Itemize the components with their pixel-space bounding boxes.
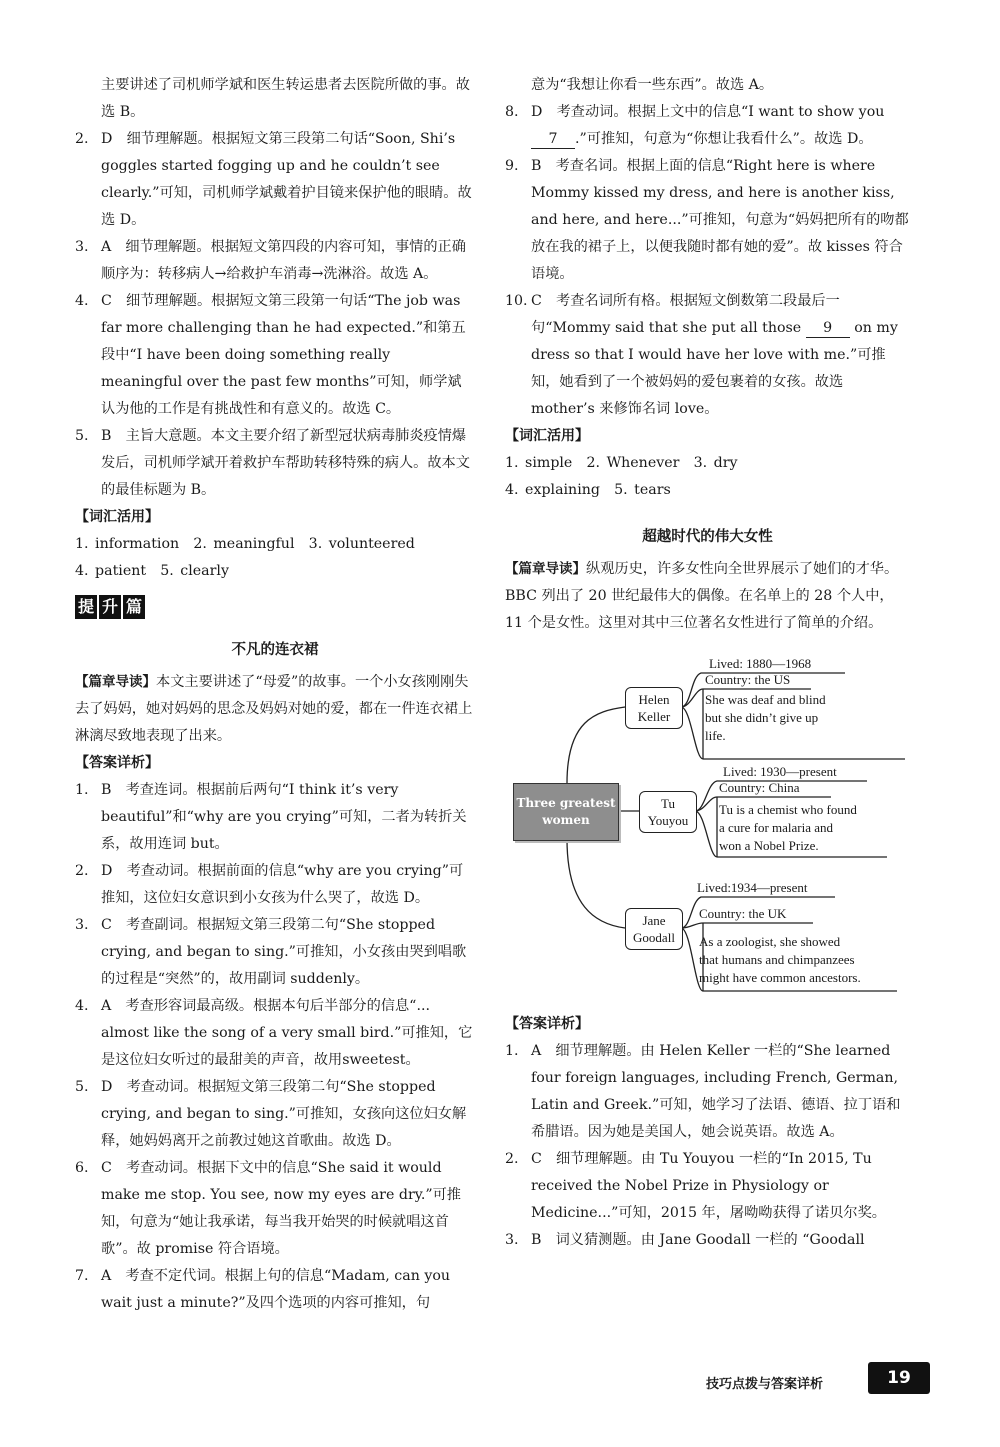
- answer-list-1: [75, 126, 475, 504]
- woman-name-tu: Tu Youyou: [639, 791, 697, 833]
- chapter-intro: [505, 556, 910, 637]
- answer-number: 3.: [75, 239, 89, 255]
- answer-text: B 考查连词。根据前后两句“I think it’s very beautiful”和“why are you crying”可知，二者为转折关系，故用连词 but。: [101, 782, 467, 852]
- answer-number: 3.: [505, 1232, 519, 1248]
- vocab-heading: 【词汇活用】: [75, 509, 159, 525]
- bracket-line: [681, 923, 813, 928]
- answer-text: B 主旨大意题。本文主要介绍了新型冠状病毒肺炎疫情爆发后，司机师学斌开着救护车帮助转移特殊的病人。故本文的最佳标题为 B。: [101, 428, 470, 498]
- description-line: a cure for malaria and: [719, 820, 834, 835]
- answer-text: D 考查动词。根据前面的信息“why are you crying”可推知，这位妇女意识到小女孩为什么哭了，故选 D。: [101, 863, 464, 906]
- answer-text-part: on my dress so that I would have her love with me.”可推知，她看到了一个被妈妈的爱包裹着的女孩。故选 mother’s 来修饰名词 love。: [531, 320, 898, 417]
- answer-item: [75, 1263, 475, 1317]
- branch-line: [567, 839, 625, 928]
- page-number: 19: [868, 1362, 930, 1394]
- intro-text: 本文主要讲述了“母爱”的故事。一个小女孩刚刚失去了妈妈，她对妈妈的思念及妈妈对她的爱，都在一件连衣裙上淋漓尽致地表现了出来。: [75, 674, 473, 744]
- footer-section-label: 技巧点拨与答案详析: [706, 1377, 824, 1392]
- answer-item: [75, 1155, 475, 1263]
- answer-item: [505, 1146, 910, 1227]
- answer-number: 7.: [75, 1268, 89, 1284]
- story-title: 超越时代的伟大女性: [642, 529, 773, 545]
- description-line: that humans and chimpanzees: [699, 952, 855, 967]
- answer-item: [75, 993, 475, 1074]
- answer-number: 2.: [75, 863, 89, 879]
- banner-char: 提: [75, 595, 97, 619]
- answer-text: B 考查名词。根据上面的信息“Right here is where Mommy kissed my dress, and here is another kiss, and here, and here...”可推知，句意为“妈妈把所有的吻都放在我的裙子上，以便我随时都有她的爱”。故 kisses 符合语境。: [531, 158, 909, 282]
- answer-item: [505, 288, 910, 423]
- description-line: As a zoologist, she showed: [699, 934, 841, 949]
- answer-number: 1.: [75, 782, 89, 798]
- intro-label: 【篇章导读】: [505, 561, 586, 577]
- answer-text: C 考查动词。根据下文中的信息“She said it would make me stop. You see, now my eyes are dry.”可推知，句意为“她让我承诺，每当我开始哭的时候就唱这首歌”。故 promise 符合语境。: [101, 1160, 461, 1257]
- continued-answer-text: 主要讲述了司机师学斌和医生转运患者去医院所做的事。故选 B。: [101, 77, 470, 120]
- answer-number: 5.: [75, 1079, 89, 1095]
- answer-number: 3.: [75, 917, 89, 933]
- vocab-answers-line: 1. simple 2. Whenever 3. dry: [505, 455, 738, 471]
- answer-list-2: [75, 777, 475, 1317]
- branch-line: [567, 707, 625, 783]
- answer-number: 8.: [505, 104, 519, 120]
- answer-item: [75, 858, 475, 912]
- country: Country: China: [719, 780, 800, 795]
- answer-text: C 细节理解题。根据短文第三段第一句话“The job was far more challenging than he had expected.”和第五段中“I have been doing something really meaningful over the past few months”可知，师学斌认为他的工作是有挑战性和有意义的。故选 C。: [101, 293, 466, 417]
- vocab-answers-line: 1. information 2. meaningful 3. volunteered: [75, 536, 415, 552]
- answer-item: [75, 777, 475, 858]
- answer-item: [75, 912, 475, 993]
- vocab-answers-line: 4. patient 5. clearly: [75, 563, 229, 579]
- lived-years: Lived: 1880—1968: [709, 656, 812, 671]
- description-line: Tu is a chemist who found: [719, 802, 857, 817]
- mind-map: [505, 641, 910, 1011]
- answer-item: [75, 288, 475, 423]
- level-banner: [75, 595, 147, 619]
- blank-number: 9: [806, 319, 850, 338]
- answer-item: [505, 1227, 910, 1254]
- blank-number: 7: [531, 130, 575, 149]
- intro-text: 纵观历史，许多女性向全世界展示了她们的才华。BBC 列出了 20 世纪最伟大的偶像。在名单上的 28 个人中，11 个是女性。这里对其中三位著名女性进行了简单的介绍。: [505, 561, 899, 631]
- answer-item: [505, 153, 910, 288]
- description-line: life.: [705, 728, 726, 743]
- banner-char: 升: [99, 595, 121, 619]
- description-line: She was deaf and blind: [705, 692, 826, 707]
- answer-list-3: [505, 1038, 910, 1254]
- answer-text: A 考查不定代词。根据上句的信息“Madam, can you wait just a minute?”及四个选项的内容可推知，句: [101, 1268, 451, 1311]
- vocab-heading: 【词汇活用】: [505, 428, 589, 444]
- left-column: [75, 72, 475, 1317]
- answer-number: 6.: [75, 1160, 89, 1176]
- answer-text: A 细节理解题。由 Helen Keller 一栏的“She learned four foreign languages, including French, German, Latin and Greek.”可知，她学习了法语、德语、拉丁语和希腊语。因为她是美国人，她会说英语。故选 A。: [531, 1043, 901, 1140]
- answer-number: 1.: [505, 1043, 519, 1059]
- answer-text: A 细节理解题。根据短文第四段的内容可知，事情的正确顺序为：转移病人→给救护车消毒→洗淋浴。故选 A。: [101, 239, 466, 282]
- description: [705, 691, 826, 745]
- answer-heading: 【答案详析】: [75, 755, 159, 771]
- mind-map-center: Three greatest women: [513, 783, 619, 841]
- lived-years: Lived:1934—present: [697, 880, 808, 895]
- answer-number: 9.: [505, 158, 519, 174]
- chapter-intro: [75, 669, 475, 750]
- answer-text: B 词义猜测题。由 Jane Goodall 一栏的 “Goodall: [531, 1232, 865, 1248]
- answer-text-part: .”可推知，句意为“你想让我看什么”。故选 D。: [575, 131, 873, 147]
- woman-name-jane: Jane Goodall: [625, 908, 683, 950]
- right-column: [505, 72, 910, 1254]
- description-line: but she didn’t give up: [705, 710, 819, 725]
- description-line: might have common ancestors.: [699, 970, 861, 985]
- country: Country: the UK: [699, 906, 787, 921]
- country: Country: the US: [705, 672, 791, 687]
- answer-item: [75, 234, 475, 288]
- description: [719, 801, 857, 855]
- answer-number: 4.: [75, 998, 89, 1014]
- answer-text: [531, 288, 910, 423]
- answer-item: [505, 99, 910, 153]
- answer-text: D 考查动词。根据短文第三段第二句“She stopped crying, and began to sing.”可推知，女孩向这位妇女解释，她妈妈离开之前教过她这首歌曲。故选 D。: [101, 1079, 467, 1149]
- answer-text: D 细节理解题。根据短文第三段第二句话“Soon, Shi’s goggles started fogging up and he couldn’t see clearly.”可知，司机师学斌戴着护目镜来保护他的眼睛。故选 D。: [101, 131, 472, 228]
- answer-number: 10.: [505, 293, 528, 309]
- answer-text: C 细节理解题。由 Tu Youyou 一栏的“In 2015, Tu received the Nobel Prize in Physiology or Medicine...”可知，2015 年，屠呦呦获得了诺贝尔奖。: [531, 1151, 886, 1221]
- description: [699, 933, 861, 987]
- woman-name-helen: Helen Keller: [625, 687, 683, 729]
- banner-char: 篇: [123, 595, 145, 619]
- description-line: won a Nobel Prize.: [719, 838, 819, 853]
- answer-heading: 【答案详析】: [505, 1016, 589, 1032]
- answer-text: C 考查副词。根据短文第三段第二句“She stopped crying, and began to sing.”可推知，小女孩由哭到唱歌的过程是“突然”的，故用副词 suddenly。: [101, 917, 467, 987]
- lived-years: Lived: 1930—present: [723, 764, 837, 779]
- vocab-answers-line: 4. explaining 5. tears: [505, 482, 671, 498]
- answer-text-part: C 考查名词所有格。根据短文倒数第二段最后一句“Mommy said that she put all those: [531, 293, 840, 336]
- answer-number: 2.: [75, 131, 89, 147]
- story-title: 不凡的连衣裙: [231, 642, 319, 658]
- answer-number: 4.: [75, 293, 89, 309]
- answer-number: 5.: [75, 428, 89, 444]
- answer-item: [75, 126, 475, 234]
- answer-number: 2.: [505, 1151, 519, 1167]
- answer-item: [75, 1074, 475, 1155]
- answer-item: [75, 423, 475, 504]
- answer-item: [505, 1038, 910, 1146]
- answer-text: [531, 99, 910, 153]
- answer-text-part: D 考查动词。根据上文中的信息“I want to show you: [531, 104, 885, 120]
- continued-answer-text: 意为“我想让你看一些东西”。故选 A。: [531, 77, 774, 93]
- answer-text: A 考查形容词最高级。根据本句后半部分的信息“... almost like the song of a very small bird.”可推知，它是这位妇女听过的最甜美的声音，故用sweetest。: [101, 998, 473, 1068]
- intro-label: 【篇章导读】: [75, 674, 156, 690]
